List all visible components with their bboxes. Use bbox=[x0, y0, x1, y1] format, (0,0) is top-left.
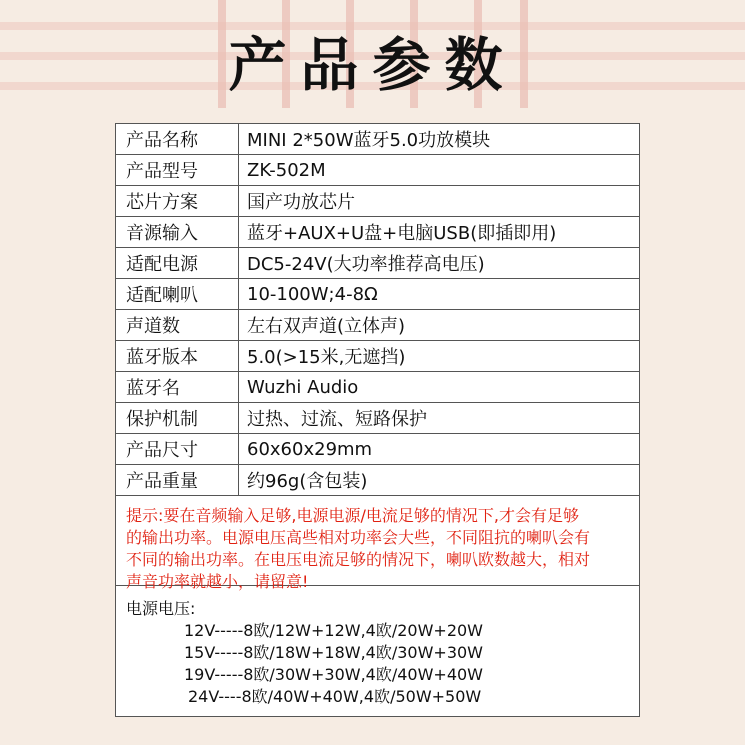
power-voltage-section bbox=[116, 586, 639, 716]
spec-row bbox=[116, 341, 639, 372]
spec-row bbox=[116, 248, 639, 279]
spec-row bbox=[116, 310, 639, 341]
spec-row bbox=[116, 279, 639, 310]
notice-line: 提示:要在音频输入足够,电源电源/电流足够的情况下,才会有足够 bbox=[126, 506, 579, 525]
spec-value: 约96g(含包装) bbox=[247, 471, 368, 492]
spec-value: ZK-502M bbox=[247, 159, 326, 181]
spec-value: 左右双声道(立体声) bbox=[247, 316, 406, 337]
spec-key: 产品重量 bbox=[116, 465, 239, 495]
spec-value: Wuzhi Audio bbox=[247, 376, 359, 398]
spec-key: 适配喇叭 bbox=[116, 279, 239, 309]
spec-key: 音源输入 bbox=[116, 217, 239, 247]
spec-key: 蓝牙版本 bbox=[116, 341, 239, 371]
spec-key: 产品尺寸 bbox=[116, 434, 239, 464]
spec-row bbox=[116, 217, 639, 248]
spec-row bbox=[116, 403, 639, 434]
spec-key: 产品名称 bbox=[116, 124, 239, 154]
spec-row bbox=[116, 465, 639, 496]
spec-key: 芯片方案 bbox=[116, 186, 239, 216]
spec-value: DC5-24V(大功率推荐高电压) bbox=[247, 254, 485, 275]
spec-value: 国产功放芯片 bbox=[247, 192, 355, 213]
spec-value: 蓝牙+AUX+U盘+电脑USB(即插即用) bbox=[247, 223, 557, 244]
spec-key: 蓝牙名 bbox=[116, 372, 239, 402]
spec-value: 5.0(>15米,无遮挡) bbox=[247, 347, 406, 368]
spec-row bbox=[116, 124, 639, 155]
spec-row bbox=[116, 372, 639, 403]
page-title: 产品参数 bbox=[228, 31, 517, 99]
spec-value: 60x60x29mm bbox=[247, 438, 373, 460]
notice-text bbox=[116, 496, 639, 591]
notice-line: 的输出功率。电源电压高些相对功率会大些，不同阻抗的喇叭会有 bbox=[126, 528, 591, 547]
notice-line: 声音功率就越小，请留意! bbox=[126, 572, 309, 591]
spec-key: 保护机制 bbox=[116, 403, 239, 433]
power-voltage-line: 19V-----8欧/30W+30W,4欧/40W+40W bbox=[184, 665, 483, 684]
spec-row bbox=[116, 186, 639, 217]
power-voltage-line: 12V-----8欧/12W+12W,4欧/20W+20W bbox=[184, 621, 483, 640]
spec-value: 过热、过流、短路保护 bbox=[247, 409, 427, 430]
spec-value: MINI 2*50W蓝牙5.0功放模块 bbox=[247, 130, 491, 151]
spec-row bbox=[116, 155, 639, 186]
spec-key: 产品型号 bbox=[116, 155, 239, 185]
spec-table bbox=[115, 123, 640, 717]
notice-line: 不同的输出功率。在电压电流足够的情况下，喇叭欧数越大，相对 bbox=[126, 550, 591, 569]
power-voltage-title: 电源电压: bbox=[126, 599, 196, 618]
power-voltage-line: 24V----8欧/40W+40W,4欧/50W+50W bbox=[188, 687, 482, 706]
title-banner bbox=[0, 0, 745, 108]
power-voltage-line: 15V-----8欧/18W+18W,4欧/30W+30W bbox=[184, 643, 483, 662]
spec-key: 适配电源 bbox=[116, 248, 239, 278]
spec-row bbox=[116, 434, 639, 465]
spec-key: 声道数 bbox=[116, 310, 239, 340]
spec-value: 10-100W;4-8Ω bbox=[247, 283, 378, 305]
